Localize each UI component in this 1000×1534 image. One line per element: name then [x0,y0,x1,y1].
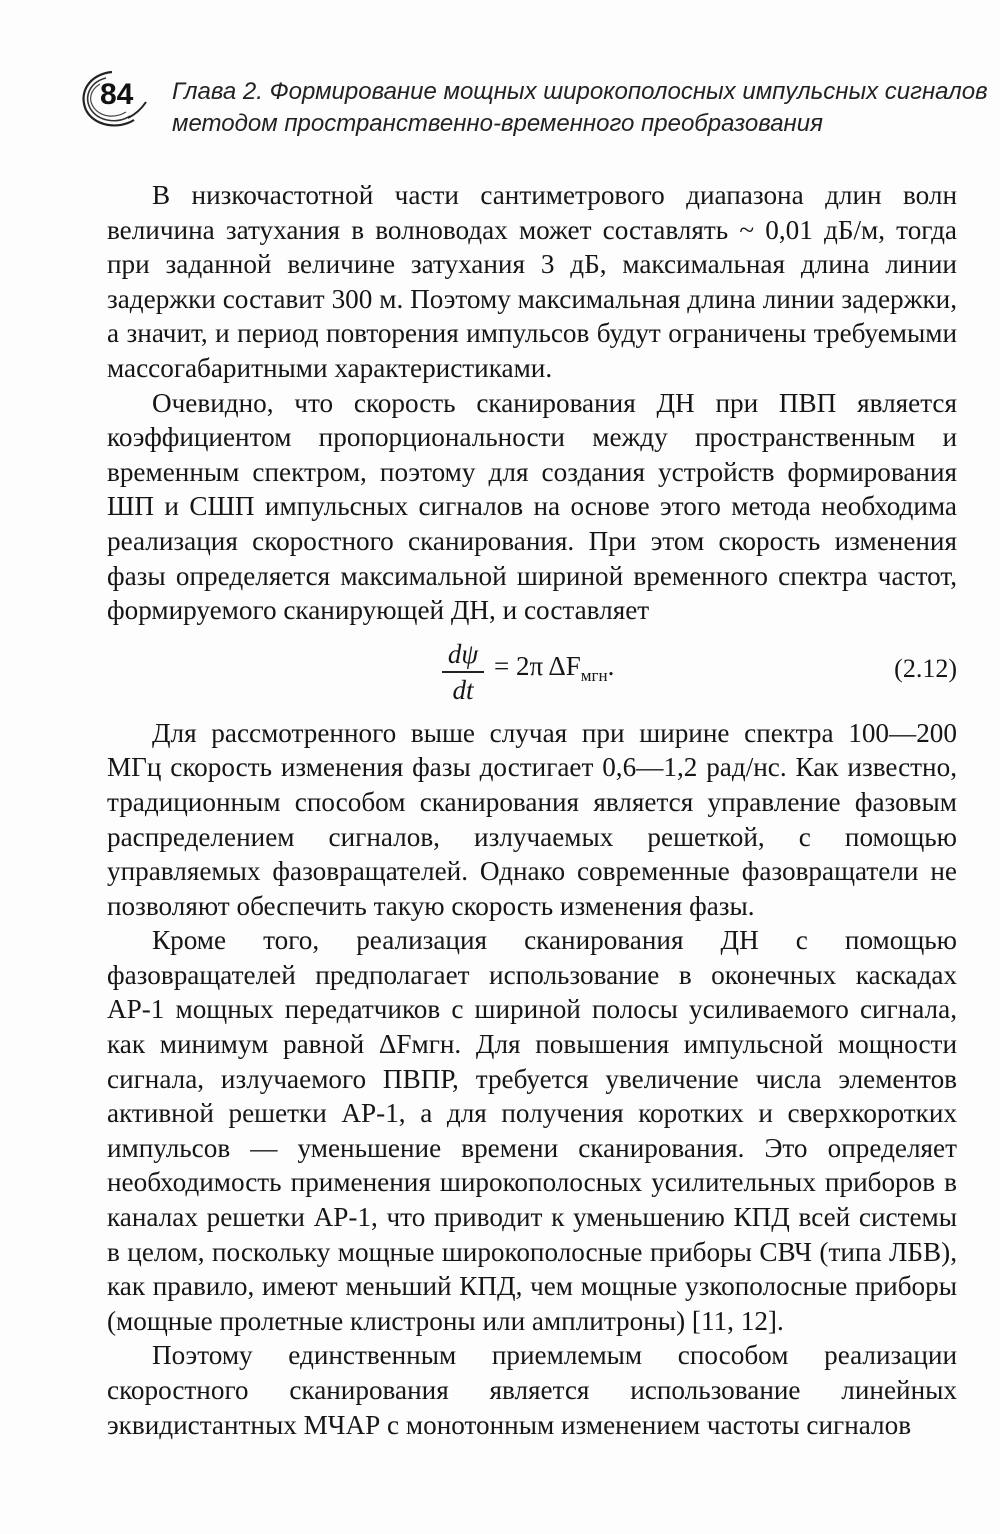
page-header [72,62,988,142]
running-head [172,76,988,140]
fraction-bar [442,671,484,673]
paragraph-5: Поэтому единственным приемлемым способом реализации скоростного сканирования является использование линейных эквидистантных МЧАР с монотонным изменением частоты сигналов [107,1340,957,1440]
running-head-line-1: Глава 2. Формирование мощных широкополосных импульсных сигналов [172,78,988,105]
paragraph-2: Очевидно, что скорость сканирования ДН при ПВП является коэффициентом пропорциональности между пространственным и временным спектром, поэтому для создания устройств формирования ШП и СШП импульсных сигналов на основе этого метода необходима реализация скоростного сканирования. При этом скорость изменения фазы определяется максимальной шириной временного спектра частот, формируемого сканирующей ДН, и составляет [107,387,957,626]
equation-rhs [494,649,614,694]
page-number-badge [72,62,156,136]
equation-expression [442,628,614,716]
paragraph-3: Для рассмотренного выше случая при ширине спектра 100—200 МГц скорость изменения фазы достигает 0,6—1,2 рад/нс. Как известно, традиционным способом сканирования является управление фазовым распределением сигналов, излучаемых решеткой, с помощью управляемых фазовращателей. Однако современные фазовращатели не позволяют обеспечить такую скорость изменения фазы. [107,717,957,921]
paragraph-1: В низкочастотной части сантиметрового диапазона длин волн величина затухания в волноводах может составлять ~ 0,01 дБ/м, тогда при заданной величине затухания 3 дБ, максимальная длина линии задержки составит 300 м. Поэтому максимальная длина линии задержки, а значит, и период повторения импульсов будут ограничены требуемыми массогабаритными характеристиками. [107,180,957,383]
equation-rhs-subscript: мгн [580,666,608,686]
equation-2-12 [107,628,957,716]
fraction-denominator: dt [452,674,474,705]
equation-rhs-main: = 2π ΔF [494,651,581,682]
fraction-numerator: dψ [447,638,479,669]
running-head-line-2: методом пространственно-временного преобразования [172,110,823,137]
equation-rhs-end: . [607,651,615,682]
derivative-fraction [442,639,484,705]
page-number: 84 [100,78,134,111]
paragraph-4: Кроме того, реализация сканирования ДН с помощью фазовращателей предполагает использование в оконечных каскадах АР-1 мощных передатчиков с шириной полосы усиливаемого сигнала, как минимум равной ΔFмгн. Для повышения импульсной мощности сигнала, излучаемого ПВПР, требуется увеличение числа элементов активной решетки АР-1, а для получения коротких и сверхкоротких импульсов — уменьшение времени сканирования. Это определяет необходимость применения широкополосных усилительных приборов в каналах решетки АР-1, что приводит к уменьшению КПД всей системы в целом, поскольку мощные широкополосные приборы СВЧ (типа ЛБВ), как правило, имеют меньший КПД, чем мощные узкополосные приборы (мощные пролетные клистроны или амплитроны) [11, 12]. [107,925,957,1336]
equation-number: (2.12) [894,653,957,683]
main-text [107,178,957,1442]
